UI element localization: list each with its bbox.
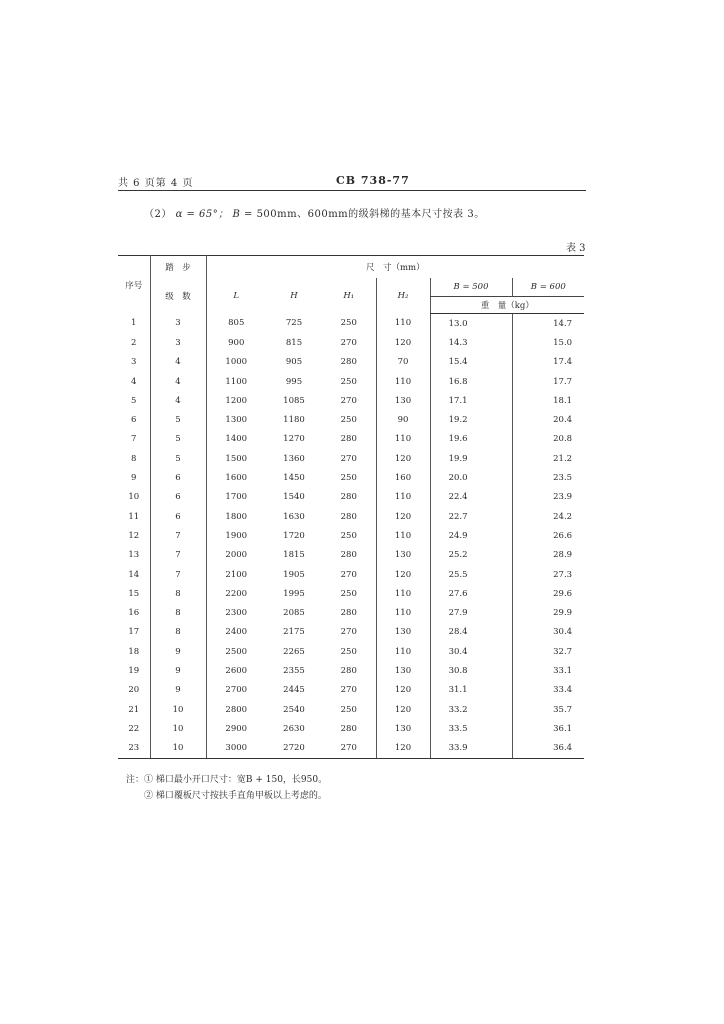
- cell-H1: 270: [322, 739, 376, 759]
- cell-H2: 110: [376, 430, 430, 449]
- cell-L: 2600: [206, 661, 266, 680]
- cell-L: 900: [206, 333, 266, 352]
- cell-H: 2175: [283, 627, 305, 638]
- cell-H1: 250: [340, 415, 357, 426]
- cell-H: 1720: [283, 530, 305, 541]
- cell-L: 1700: [206, 488, 266, 507]
- cell-mass-b600: 15.0: [512, 333, 584, 352]
- cell-L: 1300: [206, 410, 266, 429]
- cell-mass-b500: 30.8: [430, 661, 512, 680]
- cell-L: 1800: [206, 507, 266, 526]
- cell-steps: 7: [150, 546, 206, 565]
- cell-L: 2700: [206, 681, 266, 700]
- cell-steps: 4: [150, 372, 206, 391]
- cell-mass-b500: 25.2: [430, 546, 512, 565]
- cell-steps: 5: [150, 430, 206, 449]
- cell-H2: 120: [376, 565, 430, 584]
- table-row: [118, 546, 584, 565]
- cell-H: 1180: [283, 415, 305, 426]
- cell-seq: 3: [131, 357, 137, 368]
- cell-H1: 250: [340, 473, 357, 484]
- cell-steps: 9: [150, 681, 206, 700]
- table-row: [118, 430, 584, 449]
- cell-H2: 130: [376, 546, 430, 565]
- cell-seq: 17: [128, 627, 140, 638]
- cell-H: 1270: [283, 434, 305, 445]
- cell-steps: 9: [150, 661, 206, 680]
- cell-H2: 130: [376, 623, 430, 642]
- cell-mass-b500: 33.5: [430, 719, 512, 738]
- cell-steps: 6: [150, 488, 206, 507]
- cell-steps: 4: [150, 391, 206, 410]
- table-row: [118, 681, 584, 700]
- cell-H1: 280: [340, 511, 357, 522]
- cell-mass-b500: 15.4: [430, 353, 512, 372]
- cell-H1: 270: [340, 569, 357, 580]
- intro-prefix: （2）: [144, 209, 172, 220]
- cell-seq: 12: [128, 530, 140, 541]
- cell-seq: 19: [128, 665, 140, 676]
- table-row: [118, 314, 584, 334]
- cell-mass-b600: 33.4: [512, 681, 584, 700]
- cell-mass-b600: 20.4: [512, 410, 584, 429]
- cell-H: 1360: [283, 453, 305, 464]
- table-row: [118, 623, 584, 642]
- cell-H: 2540: [283, 704, 305, 715]
- cell-mass-b500: 27.6: [430, 584, 512, 603]
- cell-H2: 120: [376, 507, 430, 526]
- header-step-top: 踏 步: [150, 256, 206, 279]
- cell-mass-b600: 23.9: [512, 488, 584, 507]
- cell-H1: 250: [340, 530, 357, 541]
- dimension-table: [118, 255, 584, 759]
- cell-L: 1500: [206, 449, 266, 468]
- header-H: H: [290, 290, 298, 301]
- cell-mass-b500: 30.4: [430, 642, 512, 661]
- cell-H1: 250: [340, 318, 357, 329]
- cell-mass-b600: 29.9: [512, 603, 584, 622]
- table-body: [118, 314, 584, 759]
- cell-H2: 120: [376, 333, 430, 352]
- cell-H1: 280: [340, 550, 357, 561]
- cell-H: 1905: [283, 569, 305, 580]
- table-row: [118, 739, 584, 759]
- table-row: [118, 353, 584, 372]
- table-row: [118, 468, 584, 487]
- cell-H1: 280: [340, 434, 357, 445]
- header-seq: 序号: [125, 280, 143, 291]
- cell-H2: 130: [376, 661, 430, 680]
- cell-H: 815: [285, 337, 303, 348]
- cell-steps: 5: [150, 449, 206, 468]
- cell-steps: 7: [150, 526, 206, 545]
- cell-H2: 110: [376, 603, 430, 622]
- cell-mass-b600: 17.4: [512, 353, 584, 372]
- cell-mass-b600: 32.7: [512, 642, 584, 661]
- cell-H2: 130: [376, 719, 430, 738]
- cell-mass-b600: 17.7: [512, 372, 584, 391]
- cell-L: 2100: [206, 565, 266, 584]
- cell-H2: 120: [376, 700, 430, 719]
- cell-L: 2900: [206, 719, 266, 738]
- table-row: [118, 488, 584, 507]
- table-row: [118, 565, 584, 584]
- cell-seq: 23: [118, 739, 150, 759]
- note-1: 注：① 梯口最小开口尺寸：宽B + 150，长950。: [126, 775, 328, 785]
- cell-steps: 8: [150, 603, 206, 622]
- cell-mass-b500: 22.7: [430, 507, 512, 526]
- cell-mass-b500: 19.6: [430, 430, 512, 449]
- cell-mass-b600: 21.2: [512, 449, 584, 468]
- cell-H1: 270: [340, 453, 357, 464]
- cell-seq: 15: [128, 588, 140, 599]
- cell-H1: 270: [340, 627, 357, 638]
- cell-H1: 280: [340, 492, 357, 503]
- cell-mass-b600: 28.9: [512, 546, 584, 565]
- cell-H2: 120: [376, 449, 430, 468]
- cell-H1: 250: [340, 704, 357, 715]
- cell-seq: 20: [128, 685, 140, 696]
- table-row: [118, 391, 584, 410]
- cell-steps: 5: [150, 410, 206, 429]
- cell-L: 2200: [206, 584, 266, 603]
- cell-mass-b500: 20.0: [430, 468, 512, 487]
- cell-H2: 110: [376, 372, 430, 391]
- cell-H2: 110: [376, 314, 430, 334]
- cell-L: 2300: [206, 603, 266, 622]
- cell-steps: 6: [150, 507, 206, 526]
- cell-steps: 10: [150, 739, 206, 759]
- cell-L: 2400: [206, 623, 266, 642]
- cell-mass-b600: 36.1: [512, 719, 584, 738]
- cell-mass-b500: 13.0: [430, 314, 512, 334]
- cell-H1: 270: [340, 395, 357, 406]
- cell-mass-b500: 31.1: [430, 681, 512, 700]
- cell-mass-b500: 19.9: [430, 449, 512, 468]
- header-H2: H₂: [376, 278, 430, 314]
- cell-H1: 250: [340, 588, 357, 599]
- cell-H2: 110: [376, 642, 430, 661]
- cell-H: 725: [285, 318, 303, 329]
- table-row: [118, 410, 584, 429]
- cell-mass-b600: 26.6: [512, 526, 584, 545]
- table-row: [118, 449, 584, 468]
- cell-L: 3000: [206, 739, 266, 759]
- cell-seq: 1: [131, 318, 137, 329]
- cell-H: 2355: [283, 665, 305, 676]
- cell-mass-b500: 14.3: [430, 333, 512, 352]
- header-L: L: [206, 278, 266, 314]
- table-label: 表 3: [566, 243, 586, 254]
- cell-mass-b600: 36.4: [512, 739, 584, 759]
- cell-H2: 130: [376, 391, 430, 410]
- cell-H: 2445: [283, 685, 305, 696]
- cell-H1: 280: [340, 608, 357, 619]
- header-b600: B = 600: [512, 278, 584, 297]
- cell-mass-b500: 19.2: [430, 410, 512, 429]
- cell-H1: 280: [340, 665, 357, 676]
- cell-steps: 8: [150, 623, 206, 642]
- cell-H: 1450: [283, 473, 305, 484]
- cell-seq: 10: [128, 492, 140, 503]
- cell-L: 1000: [206, 353, 266, 372]
- cell-seq: 4: [131, 376, 137, 387]
- cell-H: 1630: [283, 511, 305, 522]
- cell-H2: 110: [376, 488, 430, 507]
- cell-seq: 6: [131, 415, 137, 426]
- cell-mass-b600: 20.8: [512, 430, 584, 449]
- cell-mass-b600: 24.2: [512, 507, 584, 526]
- cell-steps: 9: [150, 642, 206, 661]
- table-row: [118, 584, 584, 603]
- cell-seq: 18: [128, 646, 140, 657]
- cell-seq: 2: [131, 337, 137, 348]
- cell-H1: 280: [340, 723, 357, 734]
- cell-L: 1400: [206, 430, 266, 449]
- cell-seq: 13: [128, 550, 140, 561]
- cell-L: 1100: [206, 372, 266, 391]
- table-row: [118, 372, 584, 391]
- cell-H: 1085: [283, 395, 305, 406]
- cell-H: 1995: [283, 588, 305, 599]
- cell-mass-b600: 14.7: [512, 314, 584, 334]
- cell-mass-b600: 27.3: [512, 565, 584, 584]
- cell-H1: 280: [340, 357, 357, 368]
- cell-steps: 7: [150, 565, 206, 584]
- intro-b-var: B: [232, 209, 241, 220]
- cell-mass-b500: 33.9: [430, 739, 512, 759]
- table-row: [118, 603, 584, 622]
- cell-L: 1200: [206, 391, 266, 410]
- cell-H: 905: [285, 357, 303, 368]
- cell-H1: 250: [340, 646, 357, 657]
- cell-H2: 90: [376, 410, 430, 429]
- cell-L: 2500: [206, 642, 266, 661]
- header-dims: 尺 寸（mm）: [206, 256, 584, 279]
- cell-steps: 8: [150, 584, 206, 603]
- cell-L: 1600: [206, 468, 266, 487]
- cell-H2: 160: [376, 468, 430, 487]
- cell-steps: 10: [150, 719, 206, 738]
- cell-seq: 11: [128, 511, 140, 522]
- cell-H2: 120: [376, 681, 430, 700]
- cell-steps: 4: [150, 353, 206, 372]
- header-mass: 重 量（kg）: [430, 297, 584, 314]
- table-row: [118, 507, 584, 526]
- cell-mass-b500: 24.9: [430, 526, 512, 545]
- cell-H: 1815: [283, 550, 305, 561]
- intro-text: [144, 205, 485, 220]
- cell-H2: 70: [376, 353, 430, 372]
- cell-mass-b600: 23.5: [512, 468, 584, 487]
- standard-code: CB 738-77: [336, 174, 410, 187]
- cell-seq: 21: [128, 704, 140, 715]
- cell-mass-b600: 29.6: [512, 584, 584, 603]
- cell-mass-b500: 27.9: [430, 603, 512, 622]
- cell-seq: 5: [131, 395, 137, 406]
- cell-mass-b600: 30.4: [512, 623, 584, 642]
- page-info: 共 6 页第 4 页: [118, 178, 194, 189]
- cell-mass-b500: 28.4: [430, 623, 512, 642]
- cell-H: 2630: [283, 723, 305, 734]
- cell-seq: 14: [128, 569, 140, 580]
- cell-steps: 3: [150, 333, 206, 352]
- cell-L: 1900: [206, 526, 266, 545]
- cell-H: 2265: [283, 646, 305, 657]
- table-row: [118, 661, 584, 680]
- cell-L: 2000: [206, 546, 266, 565]
- cell-H1: 270: [340, 685, 357, 696]
- table-row: [118, 642, 584, 661]
- cell-H: 1540: [283, 492, 305, 503]
- cell-H1: 250: [340, 376, 357, 387]
- cell-mass-b500: 33.2: [430, 700, 512, 719]
- cell-L: 805: [206, 314, 266, 334]
- header-step-bottom: 级 数: [150, 278, 206, 314]
- cell-seq: 8: [131, 453, 137, 464]
- cell-H: 2720: [266, 739, 322, 759]
- cell-seq: 7: [131, 434, 137, 445]
- cell-H2: 110: [376, 584, 430, 603]
- header-b500: B = 500: [430, 278, 512, 297]
- notes: [126, 772, 327, 804]
- table-row: [118, 719, 584, 738]
- cell-mass-b600: 35.7: [512, 700, 584, 719]
- cell-mass-b500: 16.8: [430, 372, 512, 391]
- cell-mass-b600: 18.1: [512, 391, 584, 410]
- cell-steps: 6: [150, 468, 206, 487]
- cell-mass-b500: 22.4: [430, 488, 512, 507]
- header-H1: H₁: [343, 290, 355, 301]
- intro-rest: = 500mm、600mm的级斜梯的基本尺寸按表 3。: [240, 209, 485, 220]
- table-row: [118, 700, 584, 719]
- intro-alpha: α = 65°；: [175, 209, 229, 220]
- cell-mass-b500: 25.5: [430, 565, 512, 584]
- cell-H: 995: [285, 376, 303, 387]
- cell-steps: 10: [150, 700, 206, 719]
- cell-seq: 9: [131, 473, 137, 484]
- cell-H1: 270: [340, 337, 357, 348]
- cell-seq: 16: [128, 608, 140, 619]
- cell-H2: 110: [376, 526, 430, 545]
- cell-mass-b600: 33.1: [512, 661, 584, 680]
- cell-L: 2800: [206, 700, 266, 719]
- cell-H2: 120: [376, 739, 430, 759]
- cell-steps: 3: [150, 314, 206, 334]
- cell-mass-b500: 17.1: [430, 391, 512, 410]
- table-row: [118, 526, 584, 545]
- cell-seq: 22: [128, 723, 140, 734]
- header-rule: [118, 190, 586, 191]
- table-row: [118, 333, 584, 352]
- note-2: ② 梯口覆板尺寸按扶手直角甲板以上考虑的。: [144, 791, 327, 801]
- cell-H: 2085: [283, 608, 305, 619]
